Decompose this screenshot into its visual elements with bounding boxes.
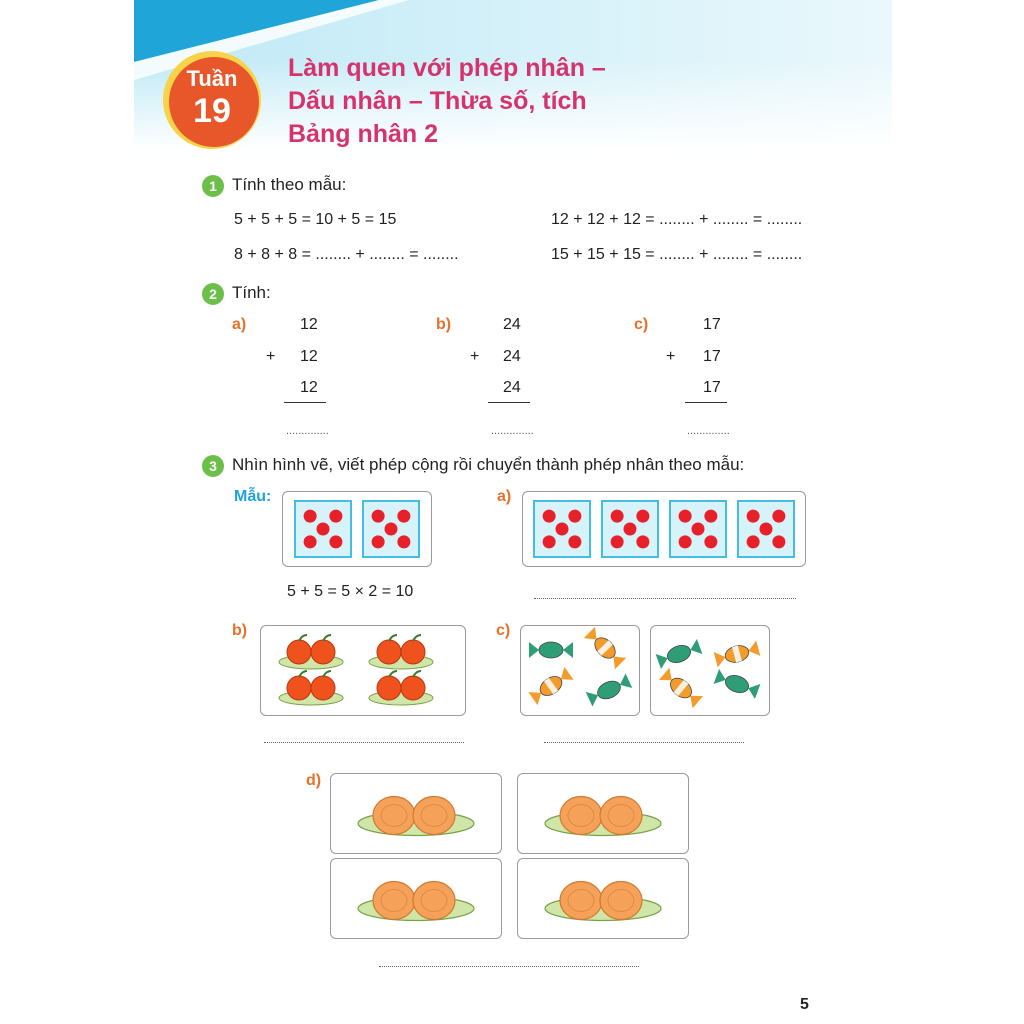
die-dot <box>543 535 556 548</box>
q3c-candies-illustration-2 <box>651 626 769 715</box>
die-dot <box>397 535 410 548</box>
q2a-plus-sign: + <box>266 348 276 365</box>
apple <box>377 640 401 664</box>
q3-instruction: Nhìn hình vẽ, viết phép cộng rồi chuyển thành phép nhân theo mẫu: <box>232 455 745 474</box>
q3-label-a: a) <box>497 488 512 505</box>
apple <box>311 640 335 664</box>
q3-label-d: d) <box>306 772 322 789</box>
q3a-answer-line <box>534 598 796 599</box>
q1-row2-left: 8 + 8 + 8 = ........ + ........ = ........ <box>234 246 459 263</box>
q1-row1-left: 5 + 5 + 5 = 10 + 5 = 15 <box>234 211 397 228</box>
q2c-operand-1: 17 <box>703 316 721 333</box>
die-dot <box>556 523 569 536</box>
title-line-2: Dấu nhân – Thừa số, tích <box>288 87 587 115</box>
apple <box>377 676 401 700</box>
title-line-3: Bảng nhân 2 <box>288 120 439 148</box>
die-dot <box>568 510 581 523</box>
die-dot <box>372 510 385 523</box>
workbook-page <box>134 0 892 1024</box>
q3d-answer-line <box>379 966 639 967</box>
q3d-mooncakes-illustration-1 <box>331 774 501 853</box>
apple-leaf <box>413 671 421 677</box>
week-number: 19 <box>193 92 231 130</box>
die-dot <box>679 510 692 523</box>
apple <box>401 676 425 700</box>
sample-dice-illustration <box>283 492 431 566</box>
title-line-1: Làm quen với phép nhân – <box>288 54 606 82</box>
die-dot <box>760 523 773 536</box>
candy <box>528 667 573 705</box>
question-number-1: 1 <box>202 175 224 197</box>
q3d-mooncakes-illustration-4 <box>518 859 688 938</box>
candy <box>659 668 703 709</box>
q2b-operand-1: 24 <box>503 316 521 333</box>
q3a-dice-box <box>522 491 806 567</box>
q2c-operand-2: 17 <box>703 348 721 365</box>
q2c-sum-line <box>685 402 727 403</box>
q2a-operand-2: 12 <box>300 348 318 365</box>
apple <box>311 676 335 700</box>
q2b-operand-2: 24 <box>503 348 521 365</box>
q2-label-b: b) <box>436 316 452 333</box>
q3d-cake-box-3 <box>330 858 502 939</box>
apple-leaf <box>389 671 397 677</box>
die-dot <box>304 510 317 523</box>
apple-leaf <box>323 635 331 641</box>
q3c-candies-illustration-1 <box>521 626 639 715</box>
mooncake <box>600 797 642 835</box>
apple <box>287 640 311 664</box>
q3b-apples-illustration <box>261 626 465 715</box>
q2-instruction: Tính: <box>232 283 271 302</box>
q3d-mooncakes-illustration-3 <box>331 859 501 938</box>
die-dot <box>611 510 624 523</box>
die-dot <box>772 535 785 548</box>
die-dot <box>692 523 705 536</box>
die-dot <box>385 523 398 536</box>
die-dot <box>329 510 342 523</box>
q2a-answer-blank: .............. <box>286 425 329 437</box>
die-dot <box>543 510 556 523</box>
q3-label-b: b) <box>232 622 248 639</box>
q1-row1-right: 12 + 12 + 12 = ........ + ........ = ........ <box>551 211 803 228</box>
q3-label-c: c) <box>496 622 511 639</box>
die-dot <box>679 535 692 548</box>
apple-leaf <box>299 635 307 641</box>
die-dot <box>372 535 385 548</box>
die-dot <box>397 510 410 523</box>
q2a-operand-3: 12 <box>300 379 318 396</box>
apple <box>401 640 425 664</box>
q2a-operand-1: 12 <box>300 316 318 333</box>
sample-label: Mẫu: <box>234 488 272 505</box>
question-number-2: 2 <box>202 283 224 305</box>
q2b-operand-3: 24 <box>503 379 521 396</box>
question-number-3: 3 <box>202 455 224 477</box>
die-dot <box>636 535 649 548</box>
candy <box>714 669 761 699</box>
week-label: Tuần <box>186 66 238 91</box>
q1-instruction: Tính theo mẫu: <box>232 175 347 194</box>
q1-row2-right: 15 + 15 + 15 = ........ + ........ = ........ <box>551 246 803 263</box>
q3c-candy-box-2 <box>650 625 770 716</box>
apple-leaf <box>323 671 331 677</box>
die-dot <box>772 510 785 523</box>
candy <box>714 641 761 668</box>
die-dot <box>568 535 581 548</box>
mooncake <box>560 882 602 920</box>
sample-equation: 5 + 5 = 5 × 2 = 10 <box>287 583 414 600</box>
die-dot <box>611 535 624 548</box>
die-dot <box>747 535 760 548</box>
q3d-cake-box-2 <box>517 773 689 854</box>
q2b-plus-sign: + <box>470 348 480 365</box>
q3a-dice-illustration <box>523 492 805 566</box>
q2b-answer-blank: .............. <box>491 425 534 437</box>
q2c-answer-blank: .............. <box>687 425 730 437</box>
mooncake <box>373 882 415 920</box>
q2-label-a: a) <box>232 316 247 333</box>
apple-leaf <box>389 635 397 641</box>
q2b-sum-line <box>488 402 530 403</box>
die-dot <box>304 535 317 548</box>
mooncake <box>560 797 602 835</box>
q3b-answer-line <box>264 742 464 743</box>
page-number: 5 <box>800 996 809 1013</box>
q3b-apple-box <box>260 625 466 716</box>
q2c-operand-3: 17 <box>703 379 721 396</box>
die-dot <box>704 535 717 548</box>
sample-dice-box <box>282 491 432 567</box>
mooncake <box>600 882 642 920</box>
q3d-cake-box-4 <box>517 858 689 939</box>
apple <box>287 676 311 700</box>
candy <box>584 627 626 669</box>
die-dot <box>329 535 342 548</box>
die-dot <box>704 510 717 523</box>
die-dot <box>317 523 330 536</box>
q2c-plus-sign: + <box>666 348 676 365</box>
q3c-candy-box-1 <box>520 625 640 716</box>
candy <box>656 639 703 669</box>
mooncake <box>373 797 415 835</box>
q3d-cake-box-1 <box>330 773 502 854</box>
apple-leaf <box>413 635 421 641</box>
mooncake <box>413 797 455 835</box>
q3d-mooncakes-illustration-2 <box>518 774 688 853</box>
lesson-title <box>288 52 606 151</box>
die-dot <box>624 523 637 536</box>
candy <box>529 642 573 658</box>
candy <box>586 673 633 706</box>
apple-leaf <box>299 671 307 677</box>
die-dot <box>747 510 760 523</box>
mooncake <box>413 882 455 920</box>
q3c-answer-line <box>544 742 744 743</box>
q2a-sum-line <box>284 402 326 403</box>
q2-label-c: c) <box>634 316 649 333</box>
die-dot <box>636 510 649 523</box>
